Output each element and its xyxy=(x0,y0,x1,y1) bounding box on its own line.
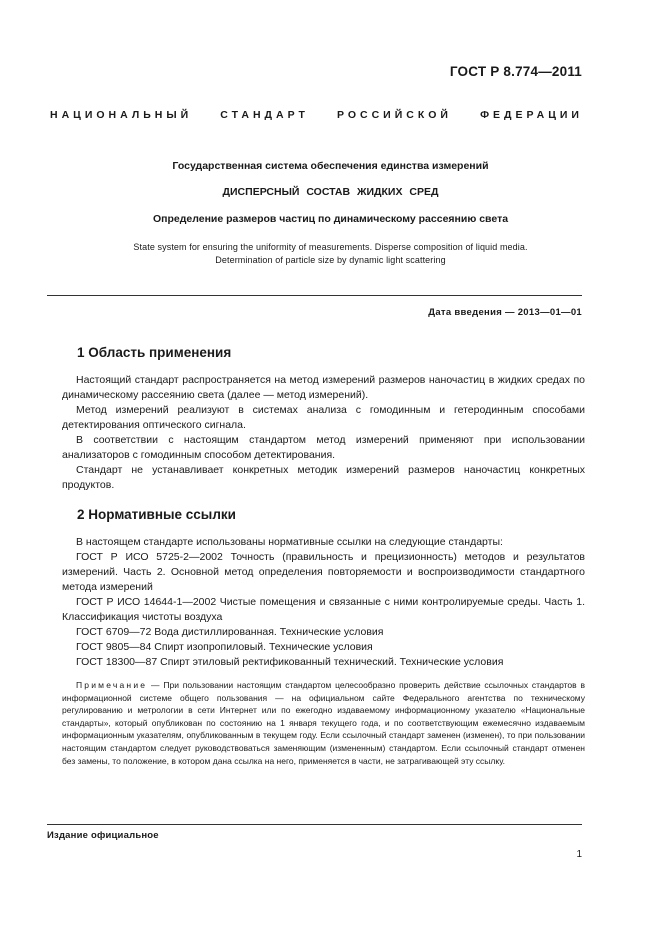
reference-item: ГОСТ 9805—84 Спирт изопропиловый. Технические условия xyxy=(76,641,373,653)
reference-item: ГОСТ 6709—72 Вода дистиллированная. Технические условия xyxy=(76,626,384,638)
intro-date: Дата введения — 2013—01—01 xyxy=(428,307,582,318)
page-number: 1 xyxy=(576,849,582,860)
english-title-line: Determination of particle size by dynamic light scattering xyxy=(215,255,446,265)
reference-item: ГОСТ Р ИСО 5725-2—2002 Точность (правильность и прецизионность) методов и результатов измерений. Часть 2. Основной метод определения повторяемости и воспроизводимости стандартного метода измерений xyxy=(62,551,585,593)
paragraph: В настоящем стандарте использованы нормативные ссылки на следующие стандарты: xyxy=(76,536,503,548)
national-standard-banner xyxy=(50,109,583,121)
english-title-line: State system for ensuring the uniformity of measurements. Disperse composition of liquid media. xyxy=(133,242,528,252)
banner-word: ФЕДЕРАЦИИ xyxy=(480,109,583,121)
banner-word: РОССИЙСКОЙ xyxy=(336,109,452,121)
note-label: Примечание xyxy=(76,680,148,690)
banner-word: НАЦИОНАЛЬНЫЙ xyxy=(50,109,193,121)
section-1-body xyxy=(62,373,585,493)
section-2-heading: 2 Нормативные ссылки xyxy=(77,507,236,522)
sub-title: Определение размеров частиц по динамическому рассеянию света xyxy=(152,213,509,225)
english-title xyxy=(70,241,591,267)
banner-word: СТАНДАРТ xyxy=(220,109,309,121)
section-1-heading: 1 Область применения xyxy=(77,345,232,360)
gost-code: ГОСТ Р 8.774—2011 xyxy=(449,64,582,79)
main-title: ДИСПЕРСНЫЙ СОСТАВ ЖИДКИХ СРЕД xyxy=(222,186,439,198)
paragraph: В соответствии с настоящим стандартом метод измерений применяют при использовании анализаторов с гомодинным способом детектирования. xyxy=(62,434,585,461)
reference-item: ГОСТ Р ИСО 14644-1—2002 Чистые помещения и связанные с ними контролируемые среды. Часть 1. Классификация чистоты воздуха xyxy=(62,596,585,623)
reference-item: ГОСТ 18300—87 Спирт этиловый ректификованный технический. Технические условия xyxy=(76,656,504,668)
bottom-divider xyxy=(47,824,582,825)
paragraph: Настоящий стандарт распространяется на метод измерений размеров наночастиц в жидких средах по динамическому рассеянию света (далее — метод измерений). xyxy=(62,374,585,401)
note xyxy=(62,679,585,767)
official-edition: Издание официальное xyxy=(47,830,159,841)
note-text: — При пользовании настоящим стандартом целесообразно проверить действие ссылочных стандартов в информационной системе общего пользования — на официальном сайте Федерального агентства по техническому регулированию и метрологии в сети Интернет или по ежегодно издаваемому информационному указателю «Национальные стандарты», который опубликован по состоянию на 1 января текущего года, и по соответствующим ежемесячно издаваемым информационным указателям, опубликованным в текущем году. Если ссылочный стандарт заменен (изменен), то при пользовании настоящим стандартом следует руководствоваться заменяющим (измененным) стандартом. Если ссылочный стандарт отменен без замены, то положение, в котором дана ссылка на него, применяется в части, не затрагивающей эту ссылку. xyxy=(62,680,585,766)
section-2-body xyxy=(62,535,585,670)
top-divider xyxy=(47,295,582,296)
system-title: Государственная система обеспечения единства измерений xyxy=(172,160,489,172)
paragraph: Метод измерений реализуют в системах анализа с гомодинным и гетеродинным способами детектирования оптического сигнала. xyxy=(62,404,585,431)
paragraph: Стандарт не устанавливает конкретных методик измерений размеров наночастиц конкретных продуктов. xyxy=(62,464,585,491)
